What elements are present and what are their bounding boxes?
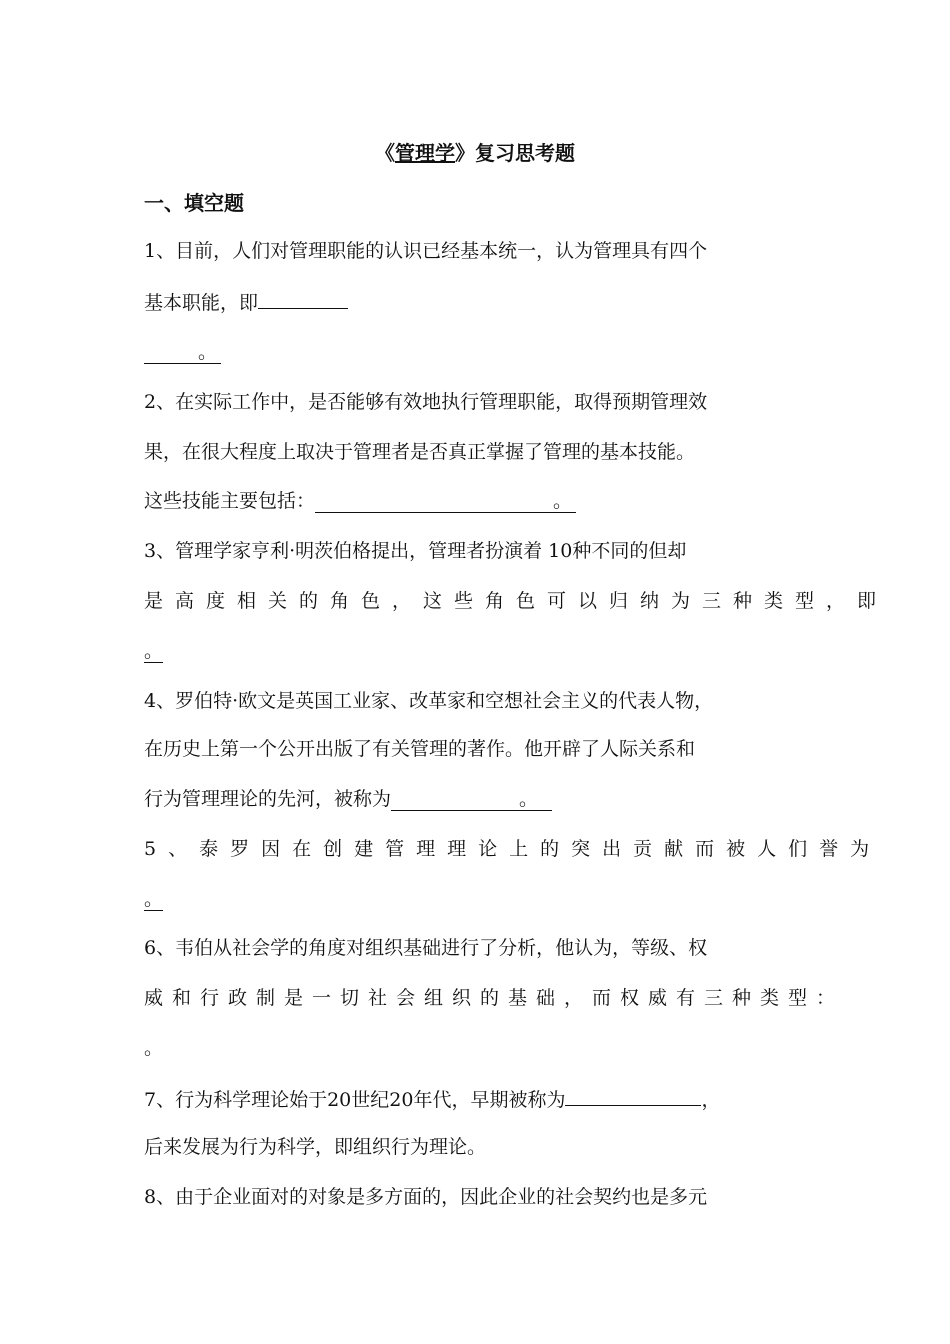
question-5-line-2 <box>144 886 163 912</box>
title-prefix: 《 <box>375 141 395 165</box>
question-8-line-1: 8、由于企业面对的对象是多方面的，因此企业的社会契约也是多元 <box>144 1186 708 1208</box>
question-4-text: 行为管理理论的先河，被称为 <box>144 788 392 810</box>
title-suffix: 》复习思考题 <box>455 141 575 165</box>
question-3-line-2: 是高度相关的角色，这些角色可以归纳为三种类型，即 <box>144 590 889 612</box>
question-1-text: 基本职能，即 <box>144 292 259 314</box>
question-4-end: 。 <box>519 788 539 810</box>
question-1-line-3 <box>144 339 221 365</box>
question-2-line-3 <box>144 488 576 514</box>
answer-blank[interactable]: 。 <box>144 888 164 910</box>
question-3-line-3 <box>144 638 163 664</box>
question-5-line-1: 5、泰罗因在创建管理理论上的突出贡献而被人们誉为 <box>144 838 882 860</box>
question-4-line-2: 在历史上第一个公开出版了有关管理的著作。他开辟了人际关系和 <box>144 738 696 760</box>
question-7-end: ， <box>701 1089 721 1111</box>
answer-blank[interactable] <box>391 788 552 811</box>
answer-blank[interactable] <box>258 288 348 309</box>
answer-blank[interactable]: 。 <box>144 640 164 662</box>
title-underlined: 管理学 <box>395 141 455 165</box>
question-1-line-2 <box>144 288 348 316</box>
question-4-line-1: 4、罗伯特·欧文是英国工业家、改革家和空想社会主义的代表人物， <box>144 690 714 712</box>
question-2-line-1: 2、在实际工作中，是否能够有效地执行管理职能，取得预期管理效 <box>144 391 708 413</box>
question-3-line-1: 3、管理学家亨利·明茨伯格提出，管理者扮演着 10种不同的但却 <box>144 540 687 562</box>
question-6-line-3: 。 <box>144 1037 164 1059</box>
question-1-line-1: 1、目前，人们对管理职能的认识已经基本统一，认为管理具有四个 <box>144 240 708 262</box>
document-title <box>0 137 950 166</box>
question-1-end: 。 <box>198 341 218 363</box>
question-6-line-2: 威和行政制是一切社会组织的基础，而权威有三种类型： <box>144 987 845 1009</box>
question-7-line-1 <box>144 1085 720 1113</box>
question-6-line-1: 6、韦伯从社会学的角度对组织基础进行了分析，他认为，等级、权 <box>144 937 708 959</box>
answer-blank[interactable] <box>565 1085 701 1106</box>
answer-blank[interactable] <box>144 341 221 364</box>
section-heading: 一、填空题 <box>144 191 244 215</box>
question-2-line-2: 果，在很大程度上取决于管理者是否真正掌握了管理的基本技能。 <box>144 441 696 463</box>
question-2-text: 这些技能主要包括： <box>144 490 316 512</box>
question-2-end: 。 <box>553 490 573 512</box>
answer-blank[interactable] <box>315 490 576 513</box>
question-7-line-2: 后来发展为行为科学，即组织行为理论。 <box>144 1136 487 1158</box>
question-7-text: 7、行为科学理论始于20世纪20年代，早期被称为 <box>144 1089 566 1111</box>
question-4-line-3 <box>144 786 552 812</box>
